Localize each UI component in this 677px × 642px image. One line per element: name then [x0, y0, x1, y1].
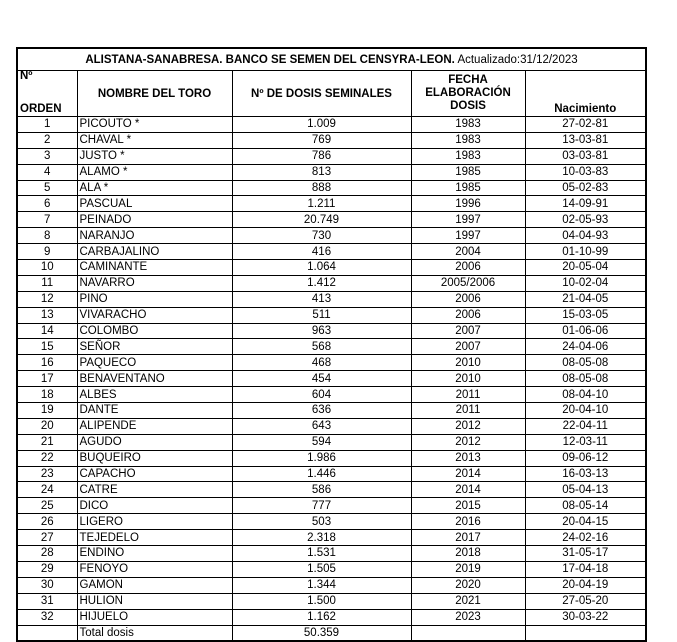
bull-name: CHAVAL * [77, 132, 232, 148]
dose-count: 1.446 [232, 466, 411, 482]
production-date: 1997 [411, 212, 525, 228]
table-row [18, 212, 645, 228]
total-empty-cell [411, 625, 525, 640]
production-date: 2020 [411, 577, 525, 593]
bull-name: HULION [77, 593, 232, 609]
table-row [18, 434, 645, 450]
production-date: 1983 [411, 132, 525, 148]
dose-count: 416 [232, 244, 411, 260]
bull-name: CATRE [77, 482, 232, 498]
bull-name: PINO [77, 291, 232, 307]
table-row [18, 387, 645, 403]
production-date: 1996 [411, 196, 525, 212]
row-number: 2 [18, 132, 77, 148]
dose-count: 594 [232, 434, 411, 450]
production-date: 1983 [411, 148, 525, 164]
birth-date: 14-09-91 [525, 196, 645, 212]
table-row [18, 466, 645, 482]
birth-date: 15-03-05 [525, 307, 645, 323]
row-number: 13 [18, 307, 77, 323]
birth-date: 08-04-10 [525, 387, 645, 403]
birth-date: 08-05-08 [525, 371, 645, 387]
header-fecha-line1: FECHA [448, 74, 488, 86]
table-row [18, 323, 645, 339]
dose-count: 468 [232, 355, 411, 371]
birth-date: 22-04-11 [525, 418, 645, 434]
header-orden-label: ORDEN [20, 103, 62, 115]
row-number: 30 [18, 577, 77, 593]
birth-date: 20-04-10 [525, 403, 645, 419]
bull-name: DICO [77, 498, 232, 514]
header-orden [18, 71, 77, 117]
bull-name: TEJEDELO [77, 530, 232, 546]
row-number: 1 [18, 117, 77, 133]
table-row [18, 244, 645, 260]
production-date: 2014 [411, 482, 525, 498]
birth-date: 20-04-19 [525, 577, 645, 593]
dose-count: 730 [232, 228, 411, 244]
row-number: 19 [18, 403, 77, 419]
birth-date: 31-05-17 [525, 546, 645, 562]
table-row [18, 561, 645, 577]
production-date: 2007 [411, 339, 525, 355]
birth-date: 13-03-81 [525, 132, 645, 148]
table-row [18, 450, 645, 466]
row-number: 11 [18, 275, 77, 291]
bull-name: PAQUECO [77, 355, 232, 371]
production-date: 2019 [411, 561, 525, 577]
production-date: 2006 [411, 307, 525, 323]
total-empty-cell [525, 625, 645, 640]
header-fecha-line2: ELABORACIÓN [425, 87, 511, 99]
row-number: 6 [18, 196, 77, 212]
production-date: 1997 [411, 228, 525, 244]
birth-date: 09-06-12 [525, 450, 645, 466]
birth-date: 17-04-18 [525, 561, 645, 577]
row-number: 17 [18, 371, 77, 387]
bull-name: ALIPENDE [77, 418, 232, 434]
table-row [18, 275, 645, 291]
bull-name: CARBAJALINO [77, 244, 232, 260]
production-date: 2011 [411, 403, 525, 419]
dose-count: 604 [232, 387, 411, 403]
birth-date: 21-04-05 [525, 291, 645, 307]
production-date: 2006 [411, 291, 525, 307]
total-label: Total dosis [77, 625, 232, 640]
birth-date: 02-05-93 [525, 212, 645, 228]
bull-name: LIGERO [77, 514, 232, 530]
production-date: 2007 [411, 323, 525, 339]
production-date: 2017 [411, 530, 525, 546]
row-number: 5 [18, 180, 77, 196]
birth-date: 04-04-93 [525, 228, 645, 244]
bull-name: SEÑOR [77, 339, 232, 355]
row-number: 16 [18, 355, 77, 371]
row-number: 3 [18, 148, 77, 164]
title-updated: Actualizado:31/12/2023 [457, 54, 578, 66]
table-row [18, 593, 645, 609]
row-number: 15 [18, 339, 77, 355]
table-row [18, 530, 645, 546]
dose-count: 963 [232, 323, 411, 339]
table-row [18, 132, 645, 148]
header-fecha-line3: DOSIS [450, 100, 486, 112]
row-number: 14 [18, 323, 77, 339]
row-number: 18 [18, 387, 77, 403]
production-date: 2013 [411, 450, 525, 466]
bull-name: ALA * [77, 180, 232, 196]
bull-name: FENOYO [77, 561, 232, 577]
dose-count: 1.412 [232, 275, 411, 291]
dose-count: 777 [232, 498, 411, 514]
bull-name: NAVARRO [77, 275, 232, 291]
dose-count: 1.531 [232, 546, 411, 562]
header-nombre: NOMBRE DEL TORO [77, 71, 232, 117]
production-date: 2016 [411, 514, 525, 530]
bull-name: PEINADO [77, 212, 232, 228]
header-fecha [411, 71, 525, 117]
row-number: 23 [18, 466, 77, 482]
birth-date: 03-03-81 [525, 148, 645, 164]
bull-name: ALAMO * [77, 164, 232, 180]
table-row [18, 164, 645, 180]
birth-date: 08-05-08 [525, 355, 645, 371]
dose-count: 786 [232, 148, 411, 164]
production-date: 2015 [411, 498, 525, 514]
dose-count: 1.344 [232, 577, 411, 593]
production-date: 1983 [411, 117, 525, 133]
bull-name: CAMINANTE [77, 260, 232, 276]
row-number: 21 [18, 434, 77, 450]
bull-name: AGUDO [77, 434, 232, 450]
bull-name: COLOMBO [77, 323, 232, 339]
dose-count: 1.500 [232, 593, 411, 609]
bull-name: ALBES [77, 387, 232, 403]
dose-count: 20.749 [232, 212, 411, 228]
birth-date: 20-04-15 [525, 514, 645, 530]
table-row [18, 418, 645, 434]
birth-date: 20-05-04 [525, 260, 645, 276]
birth-date: 10-02-04 [525, 275, 645, 291]
semen-bank-table [16, 47, 647, 642]
bull-name: ENDINO [77, 546, 232, 562]
dose-count: 1.505 [232, 561, 411, 577]
dose-count: 586 [232, 482, 411, 498]
title-main: ALISTANA-SANABRESA. BANCO SE SEMEN DEL CENSYRA-LEON. [85, 54, 455, 66]
table-row [18, 609, 645, 625]
birth-date: 01-10-99 [525, 244, 645, 260]
row-number: 24 [18, 482, 77, 498]
production-date: 1985 [411, 164, 525, 180]
table-row [18, 355, 645, 371]
row-number: 28 [18, 546, 77, 562]
dose-count: 1.986 [232, 450, 411, 466]
birth-date: 10-03-83 [525, 164, 645, 180]
bull-name: JUSTO * [77, 148, 232, 164]
table-row [18, 339, 645, 355]
row-number: 25 [18, 498, 77, 514]
row-number: 10 [18, 260, 77, 276]
table-title [18, 49, 645, 71]
birth-date: 01-06-06 [525, 323, 645, 339]
bull-name: NARANJO [77, 228, 232, 244]
bull-name: CAPACHO [77, 466, 232, 482]
production-date: 2014 [411, 466, 525, 482]
birth-date: 30-03-22 [525, 609, 645, 625]
production-date: 2018 [411, 546, 525, 562]
table-row [18, 196, 645, 212]
production-date: 2012 [411, 418, 525, 434]
table-body [18, 117, 645, 626]
header-nacimiento: Nacimiento [525, 71, 645, 117]
bull-name: GAMON [77, 577, 232, 593]
production-date: 1985 [411, 180, 525, 196]
dose-count: 643 [232, 418, 411, 434]
production-date: 2004 [411, 244, 525, 260]
table-row [18, 260, 645, 276]
birth-date: 05-04-13 [525, 482, 645, 498]
birth-date: 08-05-14 [525, 498, 645, 514]
row-number: 26 [18, 514, 77, 530]
bull-name: DANTE [77, 403, 232, 419]
dose-count: 888 [232, 180, 411, 196]
total-row [18, 625, 645, 640]
total-empty-cell [18, 625, 77, 640]
total-value: 50.359 [232, 625, 411, 640]
production-date: 2005/2006 [411, 275, 525, 291]
dose-count: 1.211 [232, 196, 411, 212]
row-number: 8 [18, 228, 77, 244]
row-number: 12 [18, 291, 77, 307]
table-row [18, 117, 645, 133]
birth-date: 27-05-20 [525, 593, 645, 609]
birth-date: 24-04-06 [525, 339, 645, 355]
table-row [18, 180, 645, 196]
dose-count: 636 [232, 403, 411, 419]
production-date: 2006 [411, 260, 525, 276]
bull-name: BENAVENTANO [77, 371, 232, 387]
production-date: 2011 [411, 387, 525, 403]
table-row [18, 148, 645, 164]
production-date: 2010 [411, 371, 525, 387]
table-row [18, 228, 645, 244]
table-row [18, 577, 645, 593]
dose-count: 511 [232, 307, 411, 323]
bull-name: BUQUEIRO [77, 450, 232, 466]
table-row [18, 514, 645, 530]
row-number: 31 [18, 593, 77, 609]
row-number: 22 [18, 450, 77, 466]
row-number: 32 [18, 609, 77, 625]
birth-date: 12-03-11 [525, 434, 645, 450]
row-number: 9 [18, 244, 77, 260]
dose-count: 2.318 [232, 530, 411, 546]
bull-name: VIVARACHO [77, 307, 232, 323]
dose-count: 568 [232, 339, 411, 355]
table-row [18, 498, 645, 514]
header-row [18, 71, 645, 117]
row-number: 7 [18, 212, 77, 228]
row-number: 27 [18, 530, 77, 546]
dose-count: 454 [232, 371, 411, 387]
bull-name: PICOUTO * [77, 117, 232, 133]
row-number: 29 [18, 561, 77, 577]
production-date: 2012 [411, 434, 525, 450]
production-date: 2010 [411, 355, 525, 371]
birth-date: 27-02-81 [525, 117, 645, 133]
row-number: 4 [18, 164, 77, 180]
dose-count: 1.009 [232, 117, 411, 133]
dose-count: 503 [232, 514, 411, 530]
table-row [18, 482, 645, 498]
dose-count: 413 [232, 291, 411, 307]
table-row [18, 546, 645, 562]
dose-count: 769 [232, 132, 411, 148]
dose-count: 813 [232, 164, 411, 180]
row-number: 20 [18, 418, 77, 434]
bull-name: HIJUELO [77, 609, 232, 625]
table-row [18, 307, 645, 323]
table-row [18, 291, 645, 307]
bull-name: PASCUAL [77, 196, 232, 212]
dose-count: 1.064 [232, 260, 411, 276]
table-row [18, 371, 645, 387]
birth-date: 05-02-83 [525, 180, 645, 196]
table-row [18, 403, 645, 419]
production-date: 2021 [411, 593, 525, 609]
bulls-table [18, 71, 645, 640]
birth-date: 16-03-13 [525, 466, 645, 482]
birth-date: 24-02-16 [525, 530, 645, 546]
header-dosis: Nº DE DOSIS SEMINALES [232, 71, 411, 117]
header-orden-number: Nº [20, 70, 33, 82]
dose-count: 1.162 [232, 609, 411, 625]
production-date: 2023 [411, 609, 525, 625]
